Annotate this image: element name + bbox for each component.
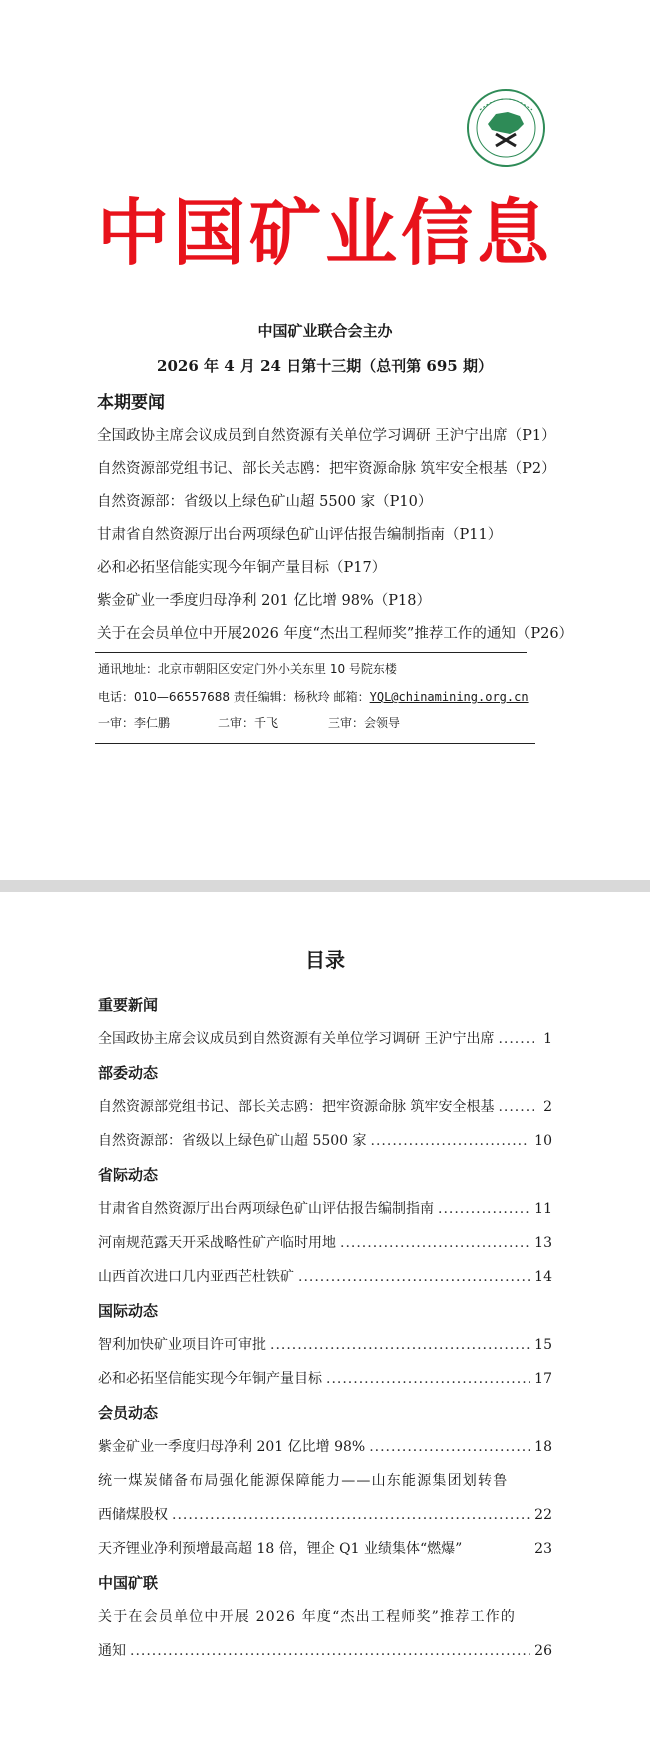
toc-entry-title-line1[interactable]: 关于在会员单位中开展 2026 年度“杰出工程师奖”推荐工作的 [98, 1609, 517, 1625]
toc-section-heading: 国际动态 [98, 1302, 159, 1320]
toc-entry[interactable] [98, 1430, 552, 1464]
toc-entry-page: 18 [534, 1439, 552, 1455]
toc-entry-page: 26 [534, 1643, 552, 1659]
headlines-heading: 本期要闻 [97, 393, 165, 413]
toc-entry-title: 天齐锂业净利预增最高超 18 倍，锂企 Q1 业绩集体“燃爆” [98, 1541, 463, 1557]
toc-entry-title: 必和必拓坚信能实现今年铜产量目标 [98, 1371, 322, 1387]
china-mining-association-logo-icon [466, 88, 546, 168]
toc-entry-title: 全国政协主席会议成员到自然资源有关单位学习调研 王沪宁出席 [98, 1031, 495, 1047]
toc-entry-title: 智利加快矿业项目许可审批 [98, 1337, 266, 1353]
dot-leader [130, 1634, 530, 1668]
toc-entry-page: 10 [534, 1133, 552, 1149]
headline-item[interactable]: 全国政协主席会议成员到自然资源有关单位学习调研 王沪宁出席（P1） [97, 428, 556, 444]
toc-entry[interactable] [98, 1090, 552, 1124]
toc-entry-title: 自然资源部：省级以上绿色矿山超 5500 家 [98, 1133, 367, 1149]
toc-section-heading: 中国矿联 [98, 1574, 159, 1592]
toc-entry-page: 22 [534, 1507, 552, 1523]
dot-leader [340, 1226, 530, 1260]
toc-entry-title-line1[interactable]: 统一煤炭储备布局强化能源保障能力——山东能源集团划转鲁 [98, 1473, 509, 1489]
first-review: 一审：李仁鹏 [98, 716, 171, 730]
toc-entry-title: 河南规范露天开采战略性矿产临时用地 [98, 1235, 336, 1251]
toc-section-heading: 会员动态 [98, 1404, 159, 1422]
toc-section-heading: 部委动态 [98, 1064, 159, 1082]
newsletter-title: 中国矿业信息 [96, 191, 553, 275]
contact-address: 通讯地址：北京市朝阳区安定门外小关东里 10 号院东楼 [98, 662, 397, 676]
toc-list [98, 988, 552, 1668]
toc-entry[interactable] [98, 1192, 552, 1226]
toc-entry[interactable] [98, 1260, 552, 1294]
toc-entry-title: 紫金矿业一季度归母净利 201 亿比增 98% [98, 1439, 366, 1455]
toc-entry-page: 1 [543, 1031, 552, 1047]
dot-leader [270, 1328, 530, 1362]
dot-leader [438, 1192, 530, 1226]
dot-leader [498, 1022, 534, 1056]
toc-entry[interactable] [98, 1498, 552, 1532]
email-link[interactable]: YQL@chinamining.org.cn [369, 690, 529, 704]
headlines-list [97, 420, 574, 651]
dot-leader [326, 1362, 530, 1396]
page-separator [0, 880, 650, 892]
contact-phone-editor [98, 688, 529, 705]
toc-entry-title: 甘肃省自然资源厅出台两项绿色矿山评估报告编制指南 [98, 1201, 434, 1217]
headline-item[interactable]: 紫金矿业一季度归母净利 201 亿比增 98%（P18） [97, 593, 431, 609]
toc-entry-title: 自然资源部党组书记、部长关志鸥：把牢资源命脉 筑牢安全根基 [98, 1099, 495, 1115]
third-review: 三审：会领导 [328, 716, 401, 730]
headline-item[interactable]: 自然资源部：省级以上绿色矿山超 5500 家（P10） [97, 494, 433, 510]
toc-entry-page: 17 [534, 1371, 552, 1387]
toc-section-heading: 重要新闻 [98, 996, 159, 1014]
toc-page [0, 892, 650, 1759]
headline-item[interactable]: 必和必拓坚信能实现今年铜产量目标（P17） [97, 560, 387, 576]
toc-entry-page: 11 [534, 1201, 552, 1217]
toc-entry[interactable] [98, 1362, 552, 1396]
divider-bottom [95, 743, 535, 744]
headline-item[interactable]: 关于在会员单位中开展2026 年度“杰出工程师奖”推荐工作的通知（P26） [97, 626, 574, 642]
dot-leader [172, 1498, 530, 1532]
toc-entry[interactable] [98, 1226, 552, 1260]
toc-entry[interactable] [98, 1532, 552, 1566]
second-review: 二审：千飞 [218, 716, 279, 730]
toc-entry-page: 23 [534, 1541, 552, 1557]
headline-item[interactable]: 自然资源部党组书记、部长关志鸥：把牢资源命脉 筑牢安全根基（P2） [97, 461, 556, 477]
dot-leader [298, 1260, 530, 1294]
dot-leader [498, 1090, 534, 1124]
headline-item[interactable]: 甘肃省自然资源厅出台两项绿色矿山评估报告编制指南（P11） [97, 527, 503, 543]
toc-entry-title: 通知 [98, 1643, 126, 1659]
toc-section-heading: 省际动态 [98, 1166, 159, 1184]
toc-entry-title: 山西首次进口几内亚西芒杜铁矿 [98, 1269, 294, 1285]
toc-entry[interactable] [98, 1022, 552, 1056]
dot-leader [371, 1124, 531, 1158]
toc-entry[interactable] [98, 1328, 552, 1362]
issue-date: 2026 年 4 月 24 日第十三期（总刊第 695 期） [157, 357, 493, 375]
toc-entry-page: 13 [534, 1235, 552, 1251]
phone-editor-text: 电话：010—66557688 责任编辑：杨秋玲 邮箱： [98, 690, 370, 704]
divider-top [95, 652, 527, 653]
toc-entry[interactable] [98, 1634, 552, 1668]
toc-entry-page: 2 [543, 1099, 552, 1115]
toc-title: 目录 [305, 948, 345, 972]
toc-entry-title: 西储煤股权 [98, 1507, 168, 1523]
review-line [98, 714, 400, 731]
toc-entry[interactable] [98, 1124, 552, 1158]
dot-leader [369, 1430, 530, 1464]
toc-entry-page: 15 [534, 1337, 552, 1353]
toc-entry-page: 14 [534, 1269, 552, 1285]
host-organization: 中国矿业联合会主办 [257, 322, 393, 340]
